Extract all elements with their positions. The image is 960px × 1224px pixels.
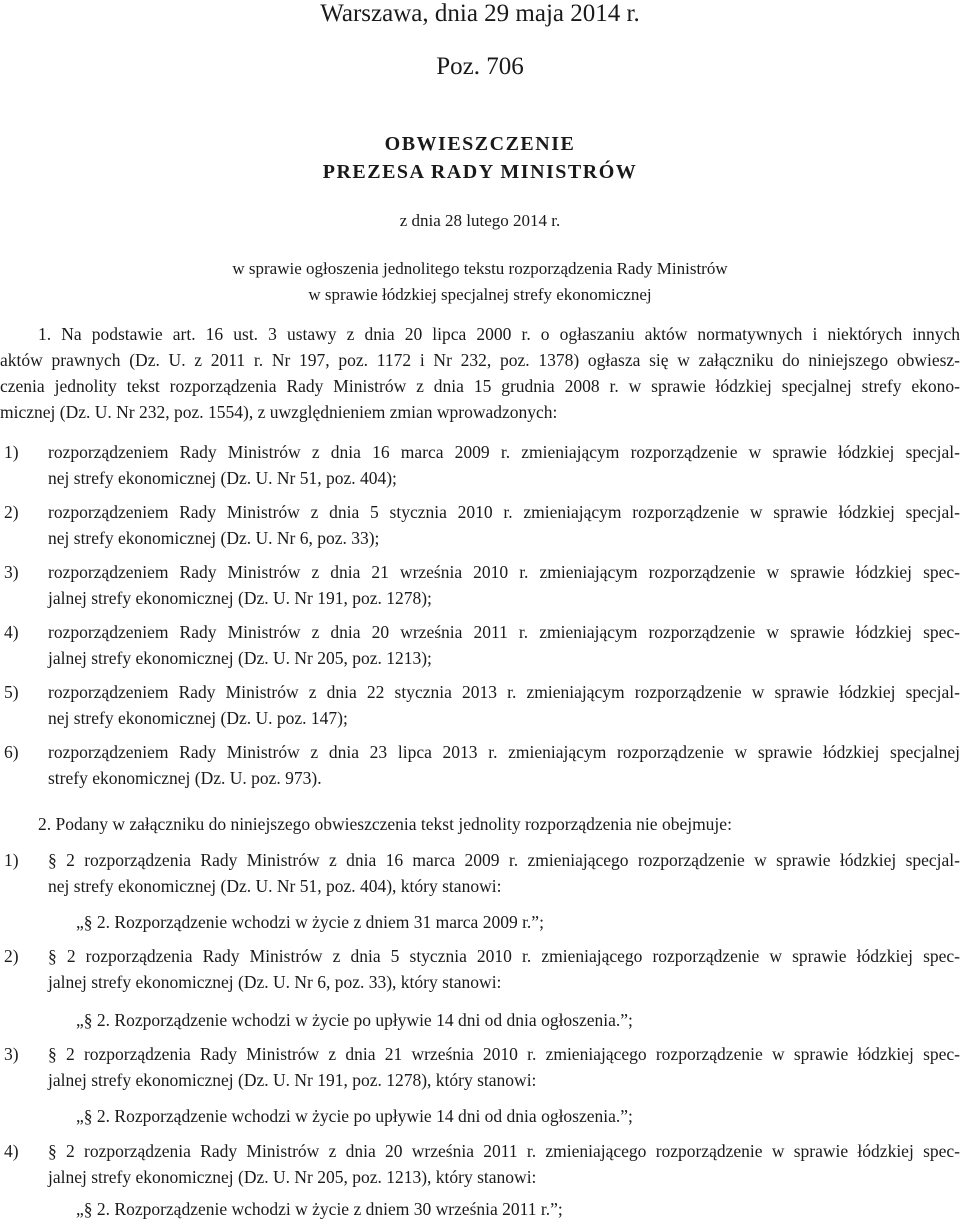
list-item: nej strefy ekonomicznej (Dz. U. poz. 147); <box>48 708 348 728</box>
quoted-provision: „§ 2. Rozporządzenie wchodzi w życie z dniem 30 września 2011 r.”; <box>76 1199 563 1219</box>
list-item-number: 2) <box>4 502 19 522</box>
list-item: § 2 rozporządzenia Rady Ministrów z dnia 5 stycznia 2010 r. zmieniającego rozporządzenie w sprawie łódzkiej spec- <box>48 946 960 966</box>
section1-line: czenia jednolity tekst rozporządzenia Rady Ministrów z dnia 15 grudnia 2008 r. w sprawie łódzkiej specjalnej strefy ekono- <box>0 376 960 396</box>
section1-line: aktów prawnych (Dz. U. z 2011 r. Nr 197, poz. 1172 i Nr 232, poz. 1378) ogłasza się w załączniku do niniejszego obwiesz- <box>0 350 960 370</box>
list-item: nej strefy ekonomicznej (Dz. U. Nr 6, poz. 33); <box>48 528 380 548</box>
list-item: jalnej strefy ekonomicznej (Dz. U. Nr 6, poz. 33), który stanowi: <box>48 972 502 992</box>
list-item-number: 6) <box>4 742 19 762</box>
list-item-number: 2) <box>4 946 19 966</box>
list-item: rozporządzeniem Rady Ministrów z dnia 16 marca 2009 r. zmieniającym rozporządzenie w sprawie łódzkiej specjal- <box>48 442 960 462</box>
list-item-number: 1) <box>4 850 19 870</box>
document-dated: z dnia 28 lutego 2014 r. <box>399 211 561 230</box>
position-number: Poz. 706 <box>436 53 524 80</box>
list-item: strefy ekonomicznej (Dz. U. poz. 973). <box>48 768 322 788</box>
list-item: rozporządzeniem Rady Ministrów z dnia 5 stycznia 2010 r. zmieniającym rozporządzenie w sprawie łódzkiej specjal- <box>48 502 960 522</box>
list-item: jalnej strefy ekonomicznej (Dz. U. Nr 205, poz. 1213), który stanowi: <box>48 1167 537 1187</box>
list-item: § 2 rozporządzenia Rady Ministrów z dnia 20 września 2011 r. zmieniającego rozporządzenie w sprawie łódzkiej spec- <box>48 1141 960 1161</box>
list-item-number: 3) <box>4 562 19 582</box>
document-issuer: PREZESA RADY MINISTRÓW <box>322 161 638 183</box>
list-item: jalnej strefy ekonomicznej (Dz. U. Nr 191, poz. 1278), który stanowi: <box>48 1070 537 1090</box>
quoted-provision: „§ 2. Rozporządzenie wchodzi w życie po upływie 14 dni od dnia ogłoszenia.”; <box>76 1106 633 1126</box>
list-item-number: 1) <box>4 442 19 462</box>
list-item-number: 4) <box>4 1141 19 1161</box>
document-date: Warszawa, dnia 29 maja 2014 r. <box>320 0 640 27</box>
list-item: jalnej strefy ekonomicznej (Dz. U. Nr 191, poz. 1278); <box>48 588 432 608</box>
list-item: rozporządzeniem Rady Ministrów z dnia 20 września 2011 r. zmieniającym rozporządzenie w sprawie łódzkiej spec- <box>48 622 960 642</box>
list-item: rozporządzeniem Rady Ministrów z dnia 22 stycznia 2013 r. zmieniającym rozporządzenie w sprawie łódzkiej specjal- <box>48 682 960 702</box>
list-item-number: 5) <box>4 682 19 702</box>
list-item: § 2 rozporządzenia Rady Ministrów z dnia 16 marca 2009 r. zmieniającego rozporządzenie w sprawie łódzkiej specjal- <box>48 850 960 870</box>
list-item: § 2 rozporządzenia Rady Ministrów z dnia 21 września 2010 r. zmieniającego rozporządzenie w sprawie łódzkiej spec- <box>48 1044 960 1064</box>
subject-line-2: w sprawie łódzkiej specjalnej strefy ekonomicznej <box>308 285 652 304</box>
list-item-number: 4) <box>4 622 19 642</box>
section1-line: 1. Na podstawie art. 16 ust. 3 ustawy z dnia 20 lipca 2000 r. o ogłaszaniu aktów normatywnych i niektórych innych <box>38 324 960 344</box>
list-item: rozporządzeniem Rady Ministrów z dnia 21 września 2010 r. zmieniającym rozporządzenie w sprawie łódzkiej spec- <box>48 562 960 582</box>
list-item: rozporządzeniem Rady Ministrów z dnia 23 lipca 2013 r. zmieniającym rozporządzenie w sprawie łódzkiej specjalnej <box>48 742 960 762</box>
list-item: jalnej strefy ekonomicznej (Dz. U. Nr 205, poz. 1213); <box>48 648 432 668</box>
section2-intro: 2. Podany w załączniku do niniejszego obwieszczenia tekst jednolity rozporządzenia nie obejmuje: <box>38 814 732 834</box>
quoted-provision: „§ 2. Rozporządzenie wchodzi w życie z dniem 31 marca 2009 r.”; <box>76 912 544 932</box>
document-title: OBWIESZCZENIE <box>384 133 576 155</box>
list-item-number: 3) <box>4 1044 19 1064</box>
list-item: nej strefy ekonomicznej (Dz. U. Nr 51, poz. 404); <box>48 468 397 488</box>
section1-line: micznej (Dz. U. Nr 232, poz. 1554), z uwzględnieniem zmian wprowadzonych: <box>0 402 558 422</box>
list-item: nej strefy ekonomicznej (Dz. U. Nr 51, poz. 404), który stanowi: <box>48 876 502 896</box>
subject-line-1: w sprawie ogłoszenia jednolitego tekstu rozporządzenia Rady Ministrów <box>232 259 728 278</box>
quoted-provision: „§ 2. Rozporządzenie wchodzi w życie po upływie 14 dni od dnia ogłoszenia.”; <box>76 1010 633 1030</box>
